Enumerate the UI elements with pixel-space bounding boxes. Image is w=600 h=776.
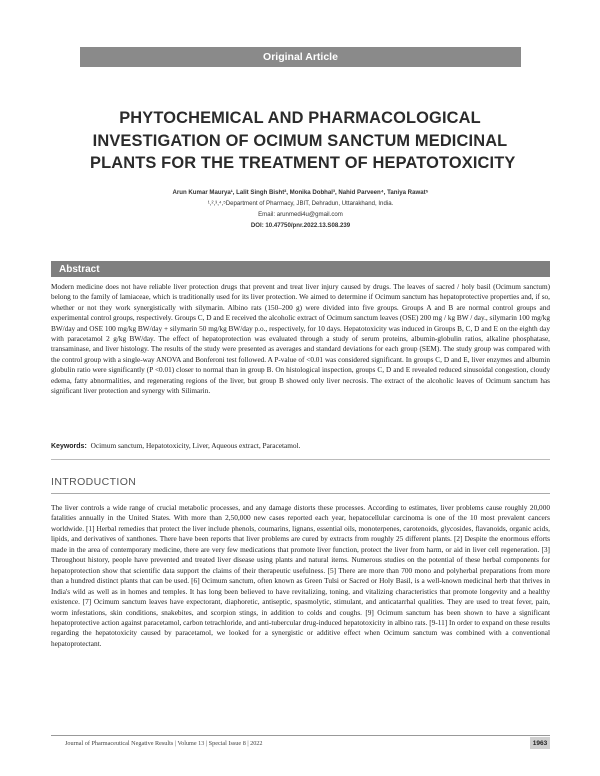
article-type-banner: Original Article — [80, 47, 521, 67]
keywords-label: Keywords: — [51, 443, 87, 450]
affiliation: ¹,²,³,⁴,⁵Department of Pharmacy, JBIT, Dehradun, Uttarakhand, India. — [207, 200, 394, 207]
introduction-heading: INTRODUCTION — [51, 476, 137, 488]
journal-citation: Journal of Pharmaceutical Negative Results | Volume 13 | Special Issue 8 | 2022 — [65, 739, 263, 747]
page-footer — [51, 737, 550, 749]
abstract-heading: Abstract — [51, 261, 550, 277]
author-block — [80, 187, 521, 231]
keywords-text: Ocimum sanctum, Hepatotoxicity, Liver, Aqueous extract, Paracetamol. — [90, 441, 301, 450]
keywords — [51, 441, 550, 450]
footer-divider — [51, 735, 550, 736]
title-line: PLANTS FOR THE TREATMENT OF HEPATOTOXICITY — [90, 154, 516, 172]
divider — [51, 493, 550, 494]
abstract-text: Modern medicine does not have reliable liver protection drugs that prevent and treat liver injury caused by drugs. The leaves of sacred / holy basil (Ocimum sanctum) belong to the family of lamiaceae, which is traditionally used for its liver protection. We aimed to determine if Ocimum sanctum has hepatoprotective properties and, if so, whether or not they work synergistically with silymarin. Albino rats (150–200 g) were divided into five groups. Groups A and B are normal control groups and experimental control groups, respectively. Groups C, D and E received the alcoholic extract of Ocimum sanctum leaves (OSE) 200 mg / kg BW / day., silymarin 100 mg/kg BW/day and OSE 100 mg/kg BW/day + silymarin 50 mg/kg BW/day p.o., respectively, for 10 days. Hepatotoxicity was induced in Groups B, C, D and E on the eighth day with paracetamol 2 g/kg BW/day. The effect of hepatoprotection was evaluated through a study of serum proteins, albumin-globulin ratios, alkaline phosphatase, transaminase, and liver histology. The results of the study were presented as averages and standard deviations for each group (SEM). The study group was compared with the control group with a single-way ANOVA and Bonferoni test followed. A P-value of <0.01 was considered significant. In groups C, D and E, liver enzymes and albumin globulin ratio were significantly (P <0.01) closer to normal than in group B. On histological inspection, groups C, D and E revealed reduced sinusoidal congestion, cloudy edema, fatty abnormalities, and regenerating regions of the liver, but group B showed only liver necrosis. The extract of the alcoholic leaves of Ocimum sanctum has significant liver protection and synergy with Silimarin. — [51, 283, 550, 396]
paper-title — [90, 107, 516, 175]
divider — [51, 459, 550, 460]
author-names: Arun Kumar Maurya¹, Lalit Singh Bisht², Monika Dobhal³, Nahid Parveen⁴, Taniya Rawat⁵ — [172, 189, 429, 196]
email[interactable]: Email: arunmedi4u@gmail.com — [258, 211, 343, 218]
title-line: PHYTOCHEMICAL AND PHARMACOLOGICAL — [119, 109, 481, 127]
doi[interactable]: DOI: 10.47750/pnr.2022.13.S08.239 — [250, 222, 351, 229]
page-number: 1963 — [530, 737, 550, 749]
introduction-text: The liver controls a wide range of crucial metabolic processes, and any damage distorts these processes. According to estimates, liver problems cause roughly 20,000 fatalities annually in the United States. With more than 2,50,000 new cases reported each year, hepatocellular carcinoma is one of the 10 most prevalent cancers worldwide. [1] Herbal remedies that protect the liver include phenols, coumarins, lignans, essential oils, monoterpenes, carotenoids, glycosides, flavanoids, organic acids, lipids, and derivatives of xanthones. There have been reports that liver problems are cured by extracts from roughly 25 different plants. [2] Despite the enormous efforts made in the area of contemporary medicine, there are very few medications that promote liver function, protect the liver from harm, or aid in liver cell regeneration. [3] Throughout history, people have prevented and treated liver disease using plants and natural items. Numerous studies on the potential of these herbal components for hepatoprotection show that scientific data support the claims of their therapeutic usefulness. [5] There are more than 700 mono and polyherbal preparations from more than a hundred distinct plants that can be used. [6] Ocimum sanctum, often known as Green Tulsi or Sacred or Holy Basil, is a well-known medicinal herb that thrives in India's wild as well as in homes and temples. It has long been believed to have revitalizing, toning, and vitalizing characteristics that promote longevity and a healthy existence. [7] Ocimum sanctum leaves have expectorant, diaphoretic, antiseptic, spasmolytic, stimulant, and anticatarrhal qualities. They are used to treat fever, pain, worm infestations, skin conditions, snakebites, and scorpion stings, in addition to colds and coughs. [9] Ocimum sanctum has been shown to have a significant hepatoprotective action against paracetamol, carbon tetrachloride, and anti-tubercular drug-induced hepatotoxicity in albino rats. [9-11] In order to expand on these results regarding the hepatotoxicity caused by paracetamol, we looked for a synergistic or additive effect when Ocimum sanctum was combined with a conventional hepatoprotectant. — [51, 503, 550, 648]
title-line: INVESTIGATION OF OCIMUM SANCTUM MEDICINAL — [92, 131, 508, 150]
